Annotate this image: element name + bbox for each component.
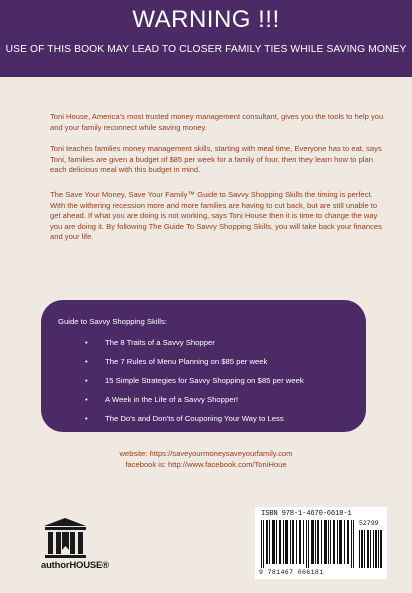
price-barcode-icon [359,530,383,568]
price-code: 52799 [359,520,379,527]
guide-title: Guide to Savvy Shopping Skills: [58,317,167,326]
publisher-name: authorHOUSE® [41,560,109,571]
guide-item-label: A Week in the Life of a Savvy Shopper! [105,395,239,404]
guide-item [85,357,267,366]
isbn-text: ISBN 978-1-4670-6618-1 [261,510,352,518]
banner-title: WARNING !!! [132,6,280,33]
guide-item-label: 15 Simple Strategies for Savvy Shopping on $85 per week [105,376,304,385]
bullet: • [85,376,88,385]
guide-box [41,300,366,432]
description-paragraph-3: The Save Your Money, Save Your Family™ Guide to Savvy Shopping Skills the timing is perfect. With the withering recession more and more families are having to cut back, but are still unable to get ahead. If what you are doing is not working, says Toni House then it is time to change the way you are doing it. By following The Guide To Savvy Shopping Skills, you will take back your finances and your life. [50,190,382,242]
guide-item [85,376,304,385]
bullet: • [85,395,88,404]
facebook-link[interactable]: facebook is: http://www.facebook.com/ToniHoue [125,459,287,469]
description-paragraph-1: Toni House, America's most trusted money management consultant, gives you the tools to help you and your family reconnect while saving money. [50,112,384,132]
website-link[interactable]: website: https://saveyourmoneysaveyourfamily.com [119,449,293,458]
warning-banner [0,0,412,77]
barcode-icon [259,520,357,568]
bullet: • [85,338,88,347]
guide-item-label: The Do's and Don'ts of Couponing Your Way to Less [105,414,284,423]
banner-subtitle: USE OF THIS BOOK MAY LEAD TO CLOSER FAMILY TIES WHILE SAVING MONEY [5,44,407,55]
description-paragraph-2: Toni teaches families money management skills, starting with meal time, Everyone has to eat, says Toni, families are given a budget of $85 per week for a family of four, then they learn how to plan each delicious meal with this budget in mind. [50,144,382,175]
isbn-barcode [255,507,387,579]
guide-item-label: The 7 Rules of Menu Planning on $85 per week [105,357,268,366]
bullet: • [85,357,88,366]
guide-item [85,414,284,423]
guide-item-label: The 8 Traits of a Savvy Shopper [105,338,215,347]
barcode-digits: 9 781467 066181 [259,569,324,576]
bullet: • [85,414,88,423]
guide-item [85,395,238,404]
contact-links [0,449,412,470]
guide-item [85,338,215,347]
